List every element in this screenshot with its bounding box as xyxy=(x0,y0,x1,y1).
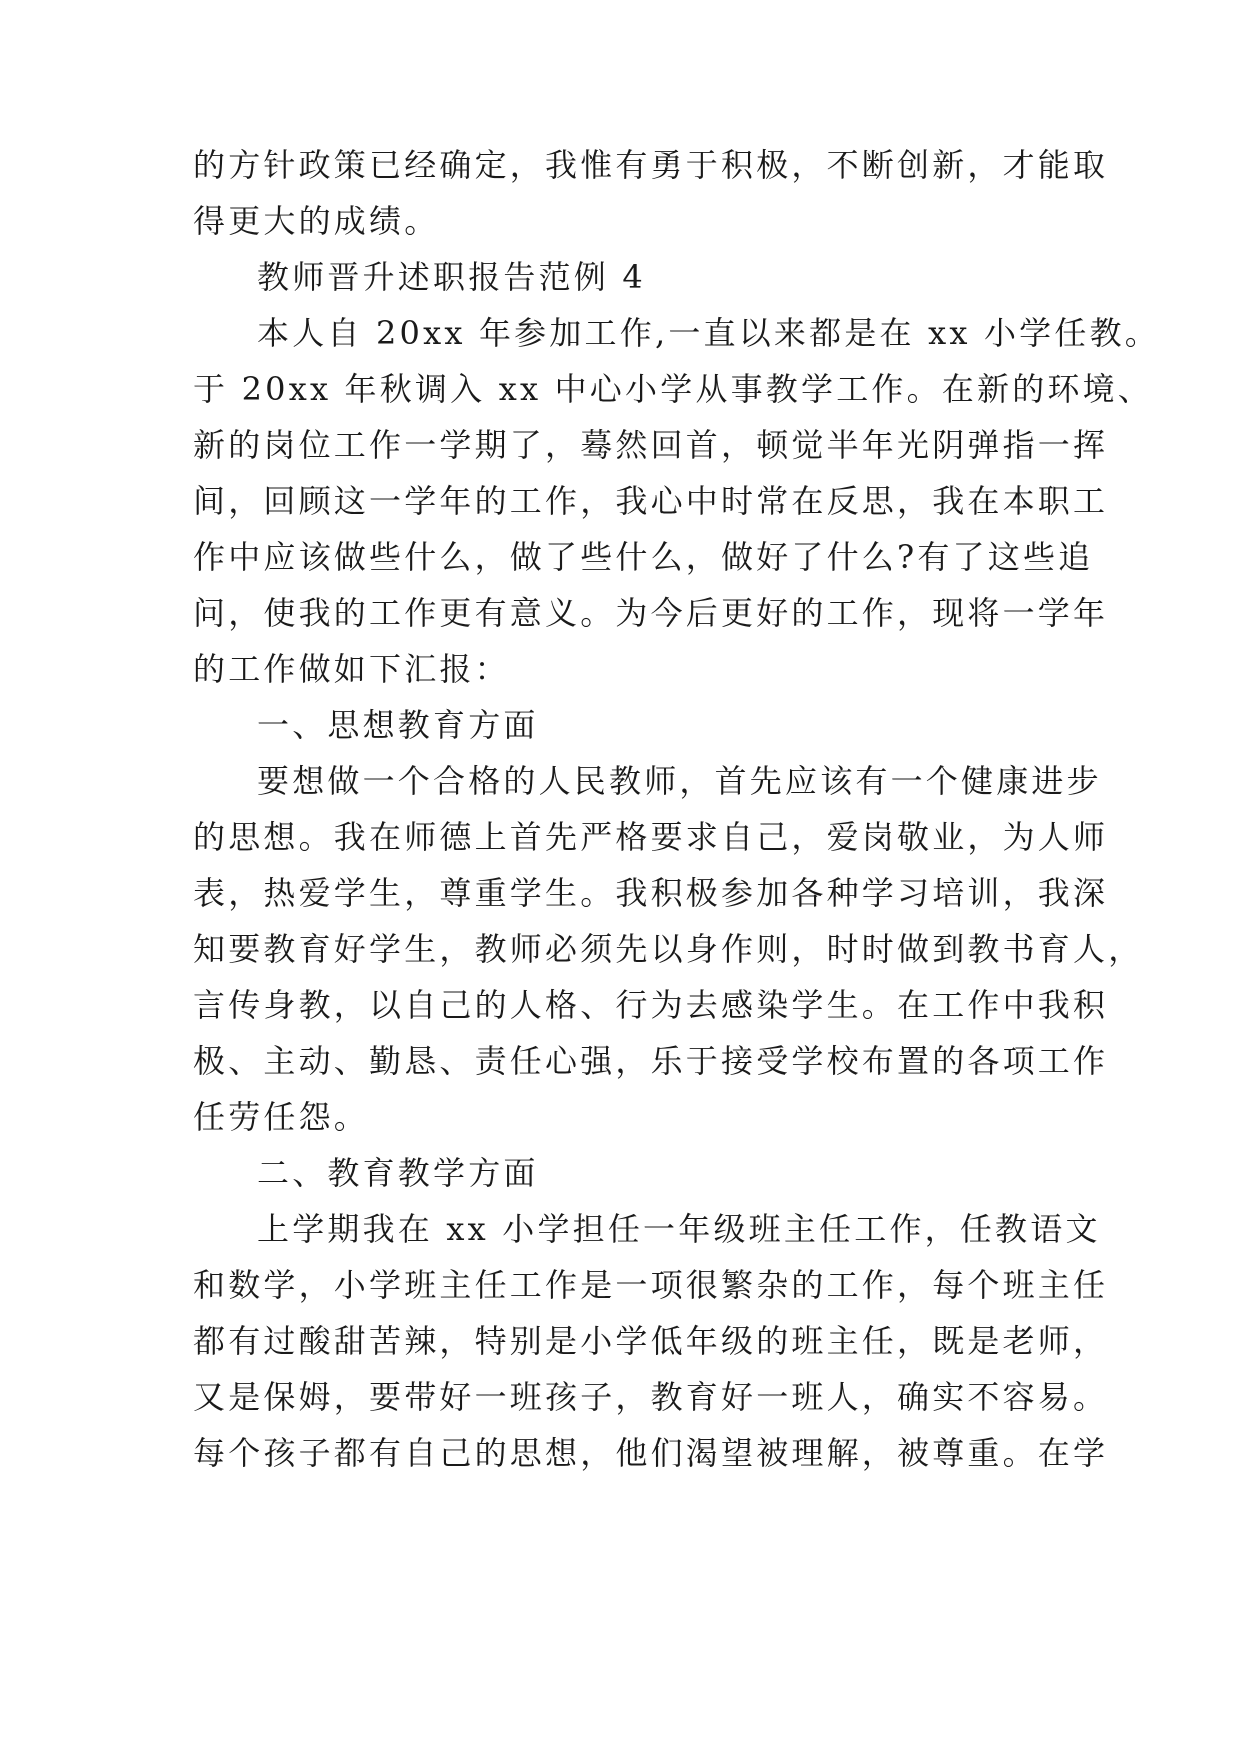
text-line: 都有过酸甜苦辣，特别是小学低年级的班主任，既是老师， xyxy=(193,1322,1109,1360)
section-heading: 一、思想教育方面 xyxy=(257,706,539,744)
text-line: 表，热爱学生，尊重学生。我积极参加各种学习培训，我深 xyxy=(193,874,1109,912)
text-line: 知要教育好学生，教师必须先以身作则，时时做到教书育人， xyxy=(193,930,1144,968)
text-line: 作中应该做些什么，做了些什么，做好了什么?有了这些追 xyxy=(193,538,1094,576)
text-line: 的方针政策已经确定，我惟有勇于积极，不断创新，才能取 xyxy=(193,146,1109,184)
section-heading: 二、教育教学方面 xyxy=(257,1154,539,1192)
text-line: 新的岗位工作一学期了，蓦然回首，顿觉半年光阴弹指一挥 xyxy=(193,426,1109,464)
text-line: 问，使我的工作更有意义。为今后更好的工作，现将一学年 xyxy=(193,594,1109,632)
text-line: 又是保姆，要带好一班孩子，教育好一班人，确实不容易。 xyxy=(193,1378,1109,1416)
text-line: 于 20xx 年秋调入 xx 中心小学从事教学工作。在新的环境、 xyxy=(193,370,1153,408)
text-line: 要想做一个合格的人民教师，首先应该有一个健康进步 xyxy=(257,762,1102,800)
text-line: 的思想。我在师德上首先严格要求自己，爱岗敬业，为人师 xyxy=(193,818,1109,856)
text-line: 本人自 20xx 年参加工作,一直以来都是在 xx 小学任教。 xyxy=(257,314,1160,352)
text-line: 和数学，小学班主任工作是一项很繁杂的工作，每个班主任 xyxy=(193,1266,1109,1304)
text-line: 得更大的成绩。 xyxy=(193,202,440,240)
text-line: 每个孩子都有自己的思想，他们渴望被理解，被尊重。在学 xyxy=(193,1434,1109,1472)
text-line: 任劳任怨。 xyxy=(193,1098,370,1136)
text-line: 间，回顾这一学年的工作，我心中时常在反思，我在本职工 xyxy=(193,482,1109,520)
text-line: 的工作做如下汇报： xyxy=(193,650,510,688)
text-line: 上学期我在 xx 小学担任一年级班主任工作，任教语文 xyxy=(257,1210,1101,1248)
text-line: 极、主动、勤恳、责任心强，乐于接受学校布置的各项工作 xyxy=(193,1042,1109,1080)
section-heading: 教师晋升述职报告范例 4 xyxy=(257,258,646,296)
text-line: 言传身教，以自己的人格、行为去感染学生。在工作中我积 xyxy=(193,986,1109,1024)
